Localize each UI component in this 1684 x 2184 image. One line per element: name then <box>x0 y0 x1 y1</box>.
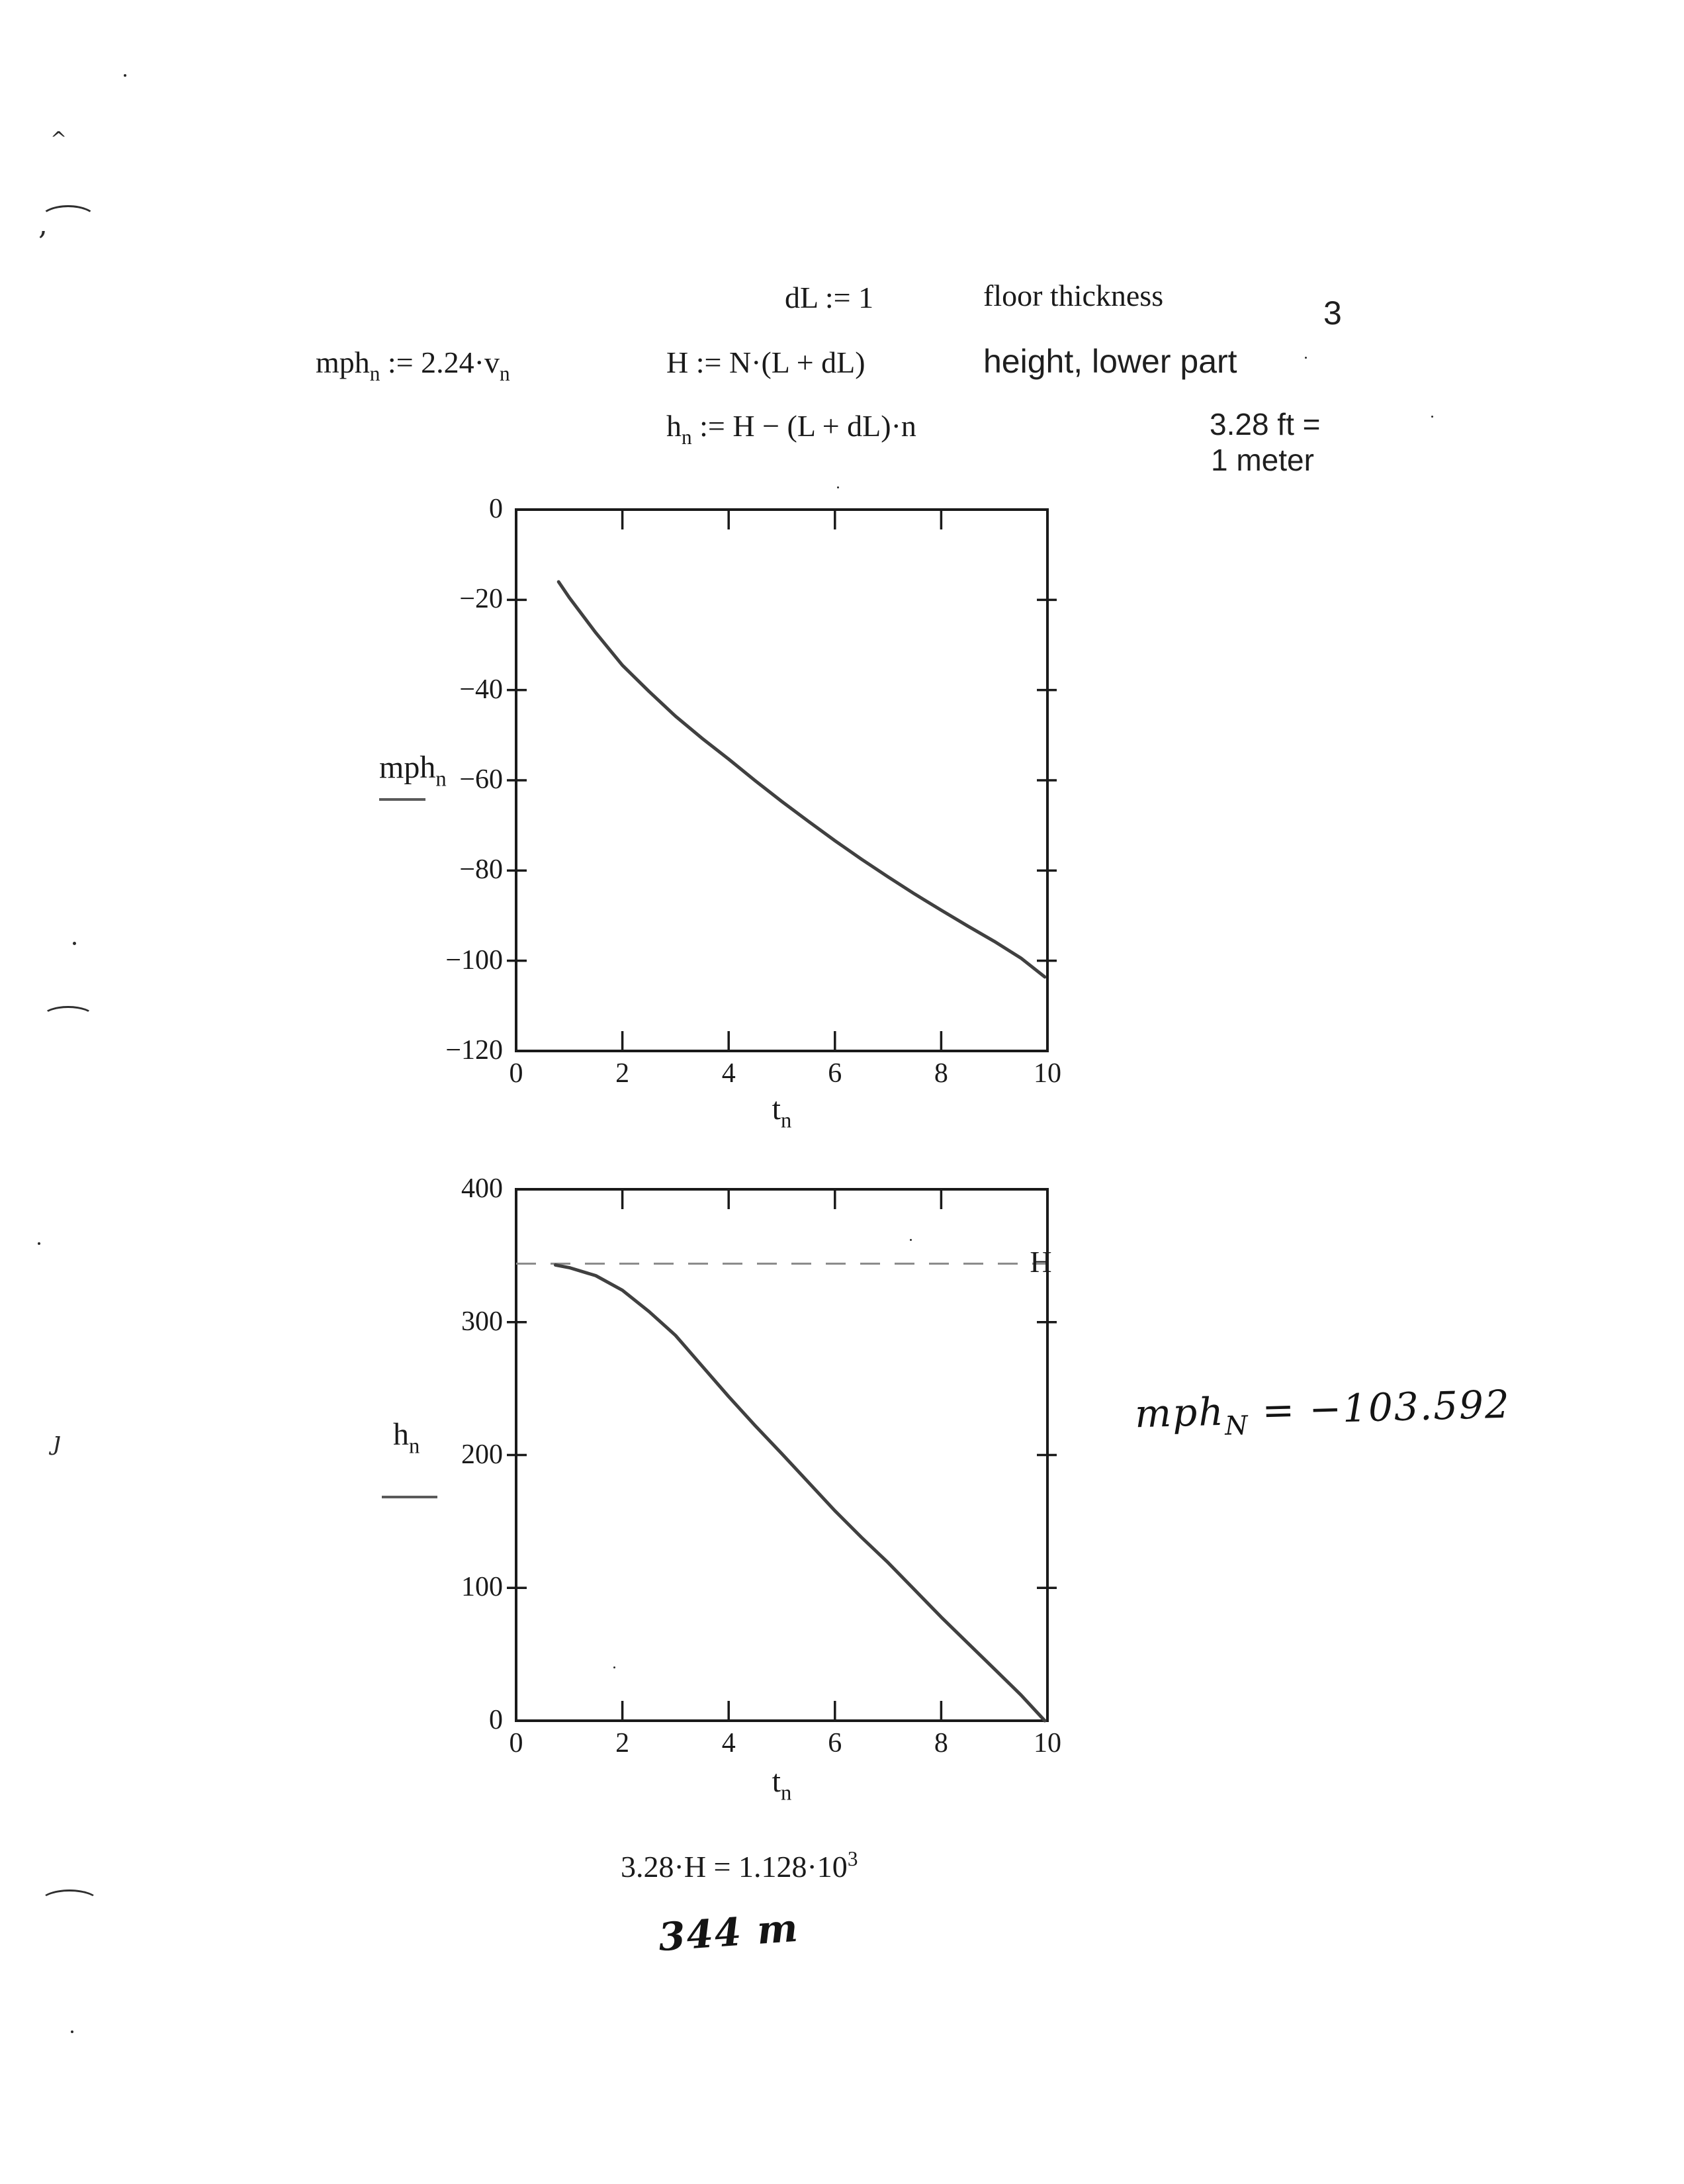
scan-artifact-arc-bottom <box>40 1889 99 1915</box>
plot-curve <box>558 582 1045 977</box>
equation-dL: dL := 1 <box>785 281 874 314</box>
conversion-note-line1: 3.28 ft = <box>1210 407 1321 441</box>
x-tick-label: 6 <box>828 1728 842 1758</box>
trace-legend-line <box>382 1496 437 1498</box>
handwritten-height-note: 344 m <box>656 1905 801 1960</box>
x-tick-label: 4 <box>721 1728 736 1758</box>
plot-area <box>516 510 1047 1051</box>
y-tick-label: 0 <box>489 1705 503 1735</box>
equation-H-definition: H := N·(L + dL) <box>666 345 865 379</box>
dashed-line-label: H <box>1030 1245 1052 1279</box>
equation-result-height: $3.28\cdot H = 1.128\cdot 10^3$ <box>621 1846 858 1884</box>
x-tick-label: 0 <box>509 1728 523 1758</box>
y-tick-label: 200 <box>461 1439 503 1470</box>
y-tick-label: −60 <box>459 764 503 795</box>
y-tick-label: 0 <box>489 494 503 524</box>
x-tick-label: 4 <box>721 1058 736 1089</box>
scan-speck <box>837 486 839 488</box>
comment-floor-thickness: floor thickness <box>983 279 1164 312</box>
scan-artifact-caret: ^ <box>50 128 67 151</box>
scan-speck <box>613 1666 615 1668</box>
scan-speck <box>71 2030 73 2033</box>
scan-speck <box>124 74 126 77</box>
handwritten-mph-result: mph$_N$ = −103.592 <box>1134 1381 1511 1441</box>
scan-speck <box>1431 416 1433 418</box>
x-tick-label: 2 <box>615 1058 630 1089</box>
y-tick-label: −120 <box>445 1035 503 1066</box>
x-tick-label: 10 <box>1034 1058 1061 1089</box>
y-tick-label: 400 <box>461 1173 503 1204</box>
page-number: 3 <box>1323 295 1342 332</box>
scan-artifact-arc-top <box>40 205 97 233</box>
y-axis-label: mph$_n$ <box>379 750 447 792</box>
plot-curve <box>555 1265 1045 1721</box>
x-tick-label: 10 <box>1034 1728 1061 1758</box>
scan-artifact-arc-middle <box>42 1006 94 1027</box>
scan-artifact-hook: ȷ <box>53 1426 61 1455</box>
y-tick-label: −20 <box>459 584 503 615</box>
x-axis-label: $t_n$ <box>772 1764 792 1805</box>
scan-speck <box>38 1242 40 1245</box>
y-tick-label: −80 <box>459 854 503 886</box>
y-tick-label: −40 <box>459 674 503 705</box>
x-tick-label: 2 <box>615 1728 630 1758</box>
x-tick-label: 6 <box>828 1058 842 1089</box>
x-tick-label: 8 <box>934 1058 948 1089</box>
scan-artifact-comma: , <box>38 208 48 242</box>
trace-legend-line <box>379 798 425 801</box>
equation-h-definition: $h_n$ := H − (L + dL)·n <box>666 409 916 449</box>
y-tick-label: 100 <box>461 1572 503 1603</box>
x-axis-label: $t_n$ <box>772 1091 792 1133</box>
x-tick-label: 8 <box>934 1728 948 1758</box>
y-axis-label: $h_n$ <box>393 1417 420 1459</box>
y-tick-label: −100 <box>445 944 503 976</box>
y-tick-label: 300 <box>461 1306 503 1337</box>
scan-speck <box>910 1239 912 1241</box>
scan-speck <box>73 942 76 945</box>
conversion-note-line2: 1 meter <box>1211 443 1314 477</box>
comment-height-lower-part: height, lower part <box>983 343 1237 380</box>
scan-speck <box>1305 357 1307 359</box>
x-tick-label: 0 <box>509 1058 523 1089</box>
equation-mph-definition: mph$_n$ := $2.24\cdot v_n$ <box>316 345 510 385</box>
plot-area <box>516 1189 1047 1721</box>
